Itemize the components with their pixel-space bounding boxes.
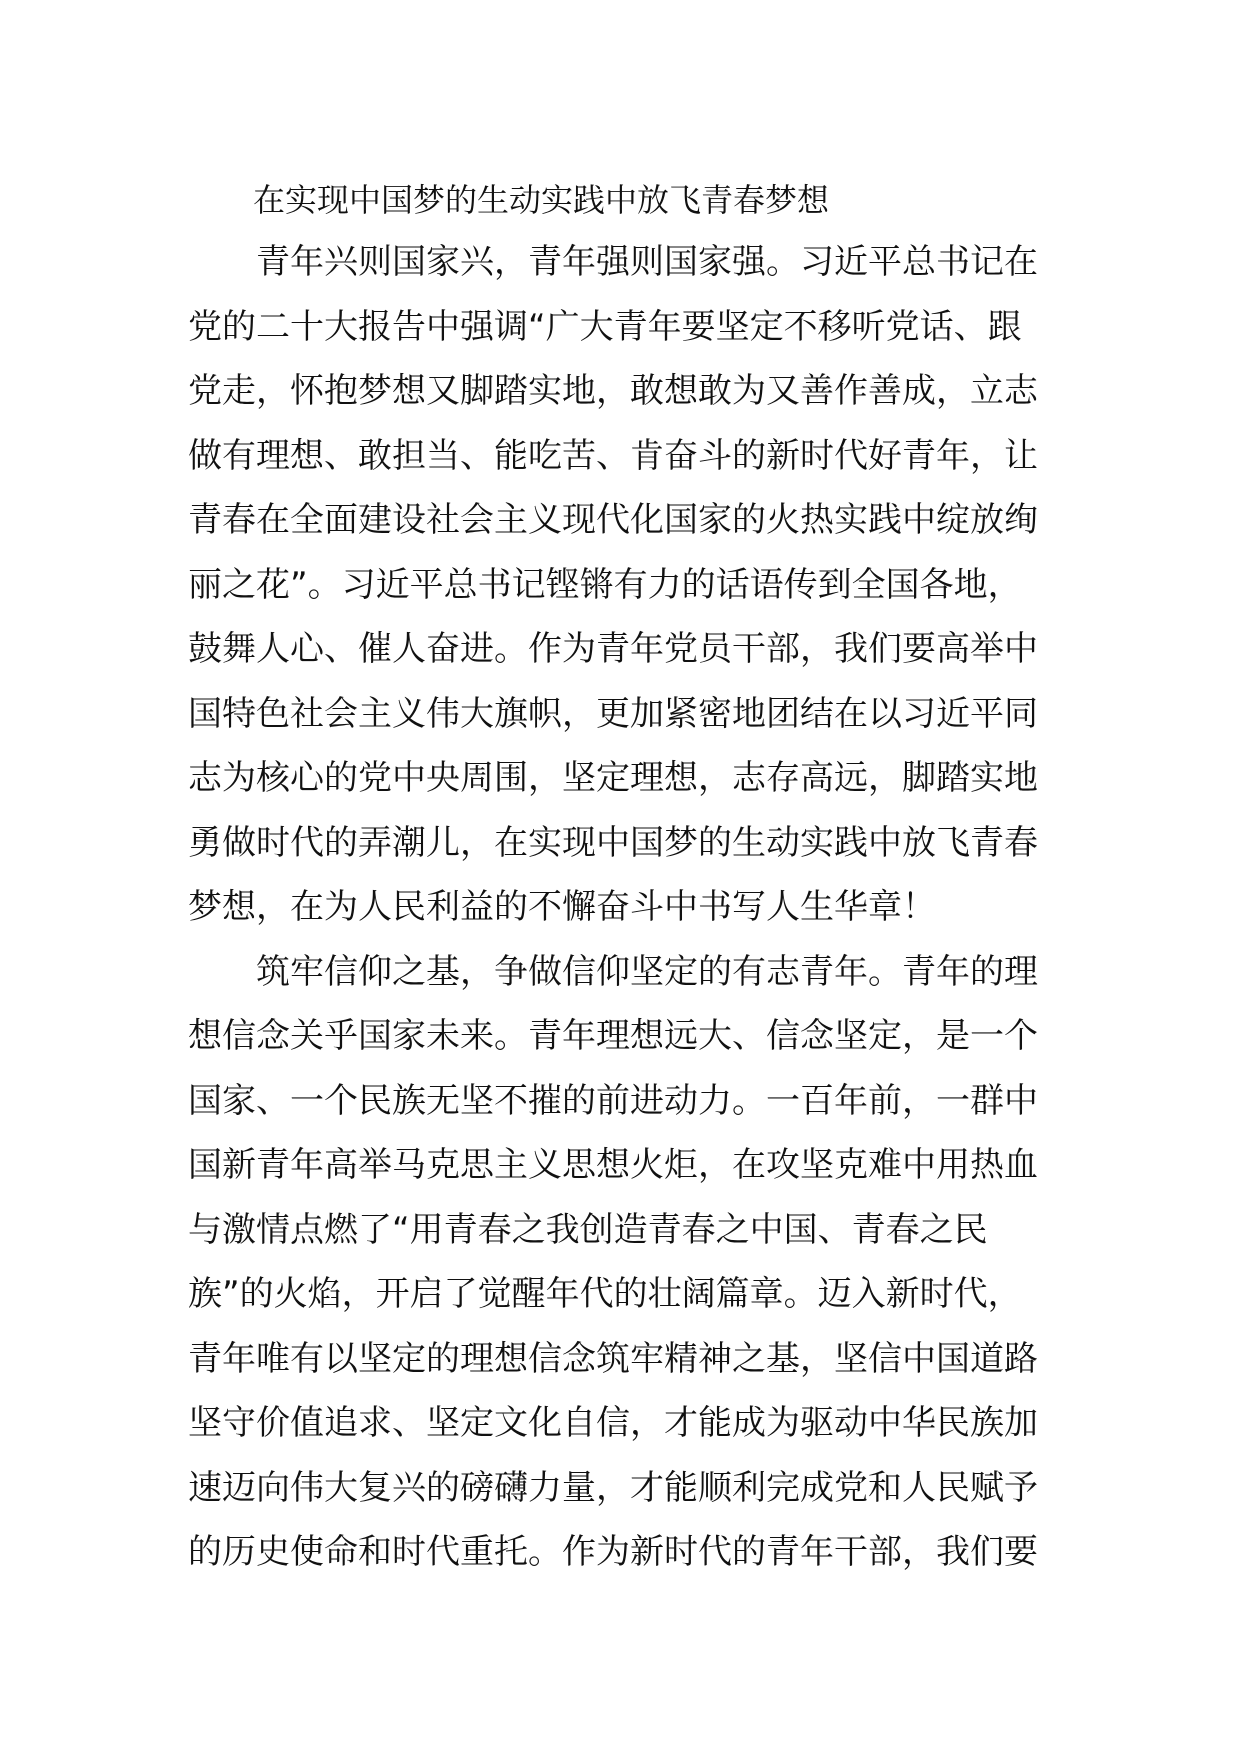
paragraph-line: 做有理想、敢担当、能吃苦、肯奋斗的新时代好青年，让	[188, 435, 1038, 476]
paragraph-line: 丽之花”。习近平总书记铿锵有力的话语传到全国各地，	[188, 564, 1022, 605]
paragraph-line: 与激情点燃了“用青春之我创造青春之中国、青春之民	[188, 1209, 988, 1250]
paragraph-line: 青春在全面建设社会主义现代化国家的火热实践中绽放绚	[188, 500, 1038, 540]
paragraph-line: 勇做时代的弄潮儿，在实现中国梦的生动实践中放飞青春	[188, 822, 1038, 863]
paragraph-line: 国特色社会主义伟大旗帜，更加紧密地团结在以习近平同	[188, 693, 1038, 734]
document-body	[188, 170, 1056, 1585]
paragraph-line: 的历史使命和时代重托。作为新时代的青年干部，我们要	[188, 1532, 1038, 1572]
paragraph-line: 想信念关乎国家未来。青年理想远大、信念坚定，是一个	[188, 1016, 1038, 1056]
paragraph-line: 梦想，在为人民利益的不懈奋斗中书写人生华章！	[188, 887, 936, 927]
paragraph-line: 筑牢信仰之基，争做信仰坚定的有志青年。青年的理	[256, 951, 1038, 992]
paragraph-line: 青年唯有以坚定的理想信念筑牢精神之基，坚信中国道路	[188, 1338, 1038, 1379]
paragraph-line: 国新青年高举马克思主义思想火炬，在攻坚克难中用热血	[188, 1145, 1038, 1185]
paragraph-line: 族”的火焰，开启了觉醒年代的壮阔篇章。迈入新时代，	[188, 1274, 1022, 1314]
paragraph-line: 青年兴则国家兴，青年强则国家强。习近平总书记在	[256, 242, 1038, 282]
paragraph-line: 党的二十大报告中强调“广大青年要坚定不移听党话、跟	[188, 306, 1022, 347]
paragraph-2	[188, 940, 1056, 1585]
document-title: 在实现中国梦的生动实践中放飞青春梦想	[253, 181, 830, 219]
paragraph-line: 志为核心的党中央周围，坚定理想，志存高远，脚踏实地	[188, 758, 1038, 798]
paragraph-line: 坚守价值追求、坚定文化自信，才能成为驱动中华民族加	[188, 1403, 1038, 1443]
paragraph-line: 党走，怀抱梦想又脚踏实地，敢想敢为又善作善成，立志	[188, 371, 1038, 411]
paragraph-1	[188, 230, 1056, 940]
paragraph-line: 鼓舞人心、催人奋进。作为青年党员干部，我们要高举中	[188, 629, 1038, 669]
paragraph-line: 速迈向伟大复兴的磅礴力量，才能顺利完成党和人民赋予	[188, 1467, 1038, 1508]
paragraph-line: 国家、一个民族无坚不摧的前进动力。一百年前，一群中	[188, 1080, 1038, 1121]
